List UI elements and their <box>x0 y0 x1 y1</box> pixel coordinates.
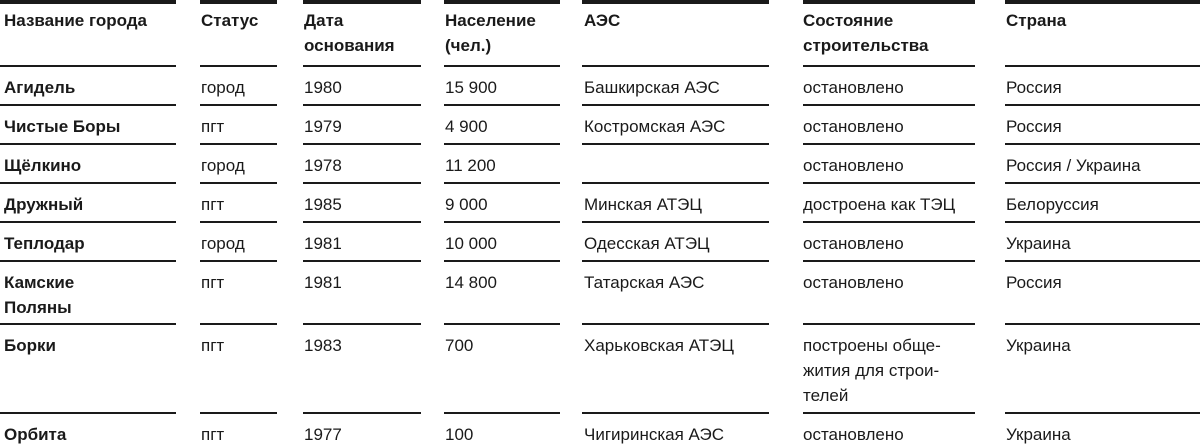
row-separator <box>1005 221 1200 223</box>
row-founded: 1981 <box>304 234 342 253</box>
row-separator <box>582 221 769 223</box>
row-status: пгт <box>201 195 225 214</box>
row-separator <box>0 182 176 184</box>
row-population: 15 900 <box>445 78 497 97</box>
row-separator <box>803 65 975 67</box>
row-separator <box>200 104 277 106</box>
row-npp: Башкирская АЭС <box>584 78 720 97</box>
row-city: Агидель <box>4 78 76 97</box>
row-separator <box>200 143 277 145</box>
row-separator <box>303 323 421 325</box>
row-construction-state: построены обще- жития для строи- телей <box>803 336 941 405</box>
row-city: Орбита <box>4 425 67 444</box>
row-construction-state: остановлено <box>803 156 904 175</box>
row-npp: Минская АТЭЦ <box>584 195 702 214</box>
row-country: Украина <box>1006 234 1071 253</box>
row-founded: 1983 <box>304 336 342 355</box>
row-separator <box>803 323 975 325</box>
row-city: Чистые Боры <box>4 117 121 136</box>
row-separator <box>303 221 421 223</box>
row-separator <box>444 104 560 106</box>
row-separator <box>200 323 277 325</box>
row-separator <box>303 260 421 262</box>
row-separator <box>444 143 560 145</box>
row-separator <box>582 260 769 262</box>
header-city: Название города <box>4 11 147 30</box>
row-separator <box>303 412 421 414</box>
row-country: Белоруссия <box>1006 195 1099 214</box>
row-separator <box>200 221 277 223</box>
row-separator <box>200 65 277 67</box>
row-country: Украина <box>1006 425 1071 444</box>
header-npp: АЭС <box>584 11 621 30</box>
row-separator <box>200 260 277 262</box>
row-separator <box>0 143 176 145</box>
row-separator <box>582 412 769 414</box>
row-separator <box>200 182 277 184</box>
row-status: город <box>201 156 245 175</box>
row-population: 100 <box>445 425 474 444</box>
row-separator <box>444 260 560 262</box>
row-status: пгт <box>201 336 225 355</box>
row-separator <box>303 182 421 184</box>
row-status: пгт <box>201 273 225 292</box>
header-status: Статус <box>201 11 259 30</box>
row-separator <box>444 221 560 223</box>
row-npp: Харьковская АТЭЦ <box>584 336 734 355</box>
header-country: Страна <box>1006 11 1067 30</box>
row-population: 11 200 <box>445 156 496 175</box>
header-population: Население (чел.) <box>445 11 536 55</box>
row-npp: Чигиринская АЭС <box>584 425 725 444</box>
row-founded: 1978 <box>304 156 342 175</box>
row-separator <box>0 412 176 414</box>
row-separator <box>803 143 975 145</box>
row-npp: Татарская АЭС <box>584 273 705 292</box>
row-population: 14 800 <box>445 273 497 292</box>
row-construction-state: остановлено <box>803 273 904 292</box>
row-separator <box>0 260 176 262</box>
row-city: Борки <box>4 336 56 355</box>
row-separator <box>444 323 560 325</box>
row-status: пгт <box>201 425 225 444</box>
row-separator <box>444 182 560 184</box>
row-separator <box>803 412 975 414</box>
row-separator <box>803 260 975 262</box>
row-founded: 1977 <box>304 425 342 444</box>
row-founded: 1979 <box>304 117 342 136</box>
row-separator <box>1005 104 1200 106</box>
row-population: 700 <box>445 336 474 355</box>
row-founded: 1980 <box>304 78 342 97</box>
row-separator <box>200 412 277 414</box>
row-population: 9 000 <box>445 195 488 214</box>
row-city: Теплодар <box>4 234 85 253</box>
row-construction-state: остановлено <box>803 117 904 136</box>
row-npp: Костромская АЭС <box>584 117 726 136</box>
row-separator <box>303 143 421 145</box>
row-construction-state: остановлено <box>803 78 904 97</box>
row-separator <box>303 104 421 106</box>
row-population: 10 000 <box>445 234 497 253</box>
row-npp: Одесская АТЭЦ <box>584 234 710 253</box>
row-founded: 1981 <box>304 273 342 292</box>
row-separator <box>444 412 560 414</box>
row-status: город <box>201 78 245 97</box>
row-country: Россия <box>1006 273 1062 292</box>
row-status: пгт <box>201 117 225 136</box>
row-city: Дружный <box>4 195 84 214</box>
row-separator <box>1005 65 1200 67</box>
row-separator <box>803 221 975 223</box>
row-separator <box>444 65 560 67</box>
row-separator <box>1005 143 1200 145</box>
row-separator <box>582 143 769 145</box>
row-construction-state: остановлено <box>803 425 904 444</box>
row-separator <box>0 104 176 106</box>
row-country: Россия / Украина <box>1006 156 1141 175</box>
row-separator <box>582 182 769 184</box>
row-construction-state: остановлено <box>803 234 904 253</box>
row-country: Украина <box>1006 336 1071 355</box>
row-population: 4 900 <box>445 117 488 136</box>
row-separator <box>1005 260 1200 262</box>
row-separator <box>1005 323 1200 325</box>
row-separator <box>0 221 176 223</box>
row-separator <box>582 323 769 325</box>
row-separator <box>582 104 769 106</box>
row-separator <box>803 104 975 106</box>
row-country: Россия <box>1006 78 1062 97</box>
row-separator <box>0 65 176 67</box>
row-separator <box>303 65 421 67</box>
row-city: Камские Поляны <box>4 273 75 317</box>
row-construction-state: достроена как ТЭЦ <box>803 195 956 214</box>
row-separator <box>1005 182 1200 184</box>
row-separator <box>582 65 769 67</box>
header-founded: Дата основания <box>304 11 395 55</box>
header-construction-state: Состояние строительства <box>803 11 929 55</box>
row-city: Щёлкино <box>4 156 82 175</box>
row-country: Россия <box>1006 117 1062 136</box>
row-separator <box>1005 412 1200 414</box>
row-separator <box>0 323 176 325</box>
row-separator <box>803 182 975 184</box>
row-status: город <box>201 234 245 253</box>
row-founded: 1985 <box>304 195 342 214</box>
table-header <box>0 0 1200 66</box>
